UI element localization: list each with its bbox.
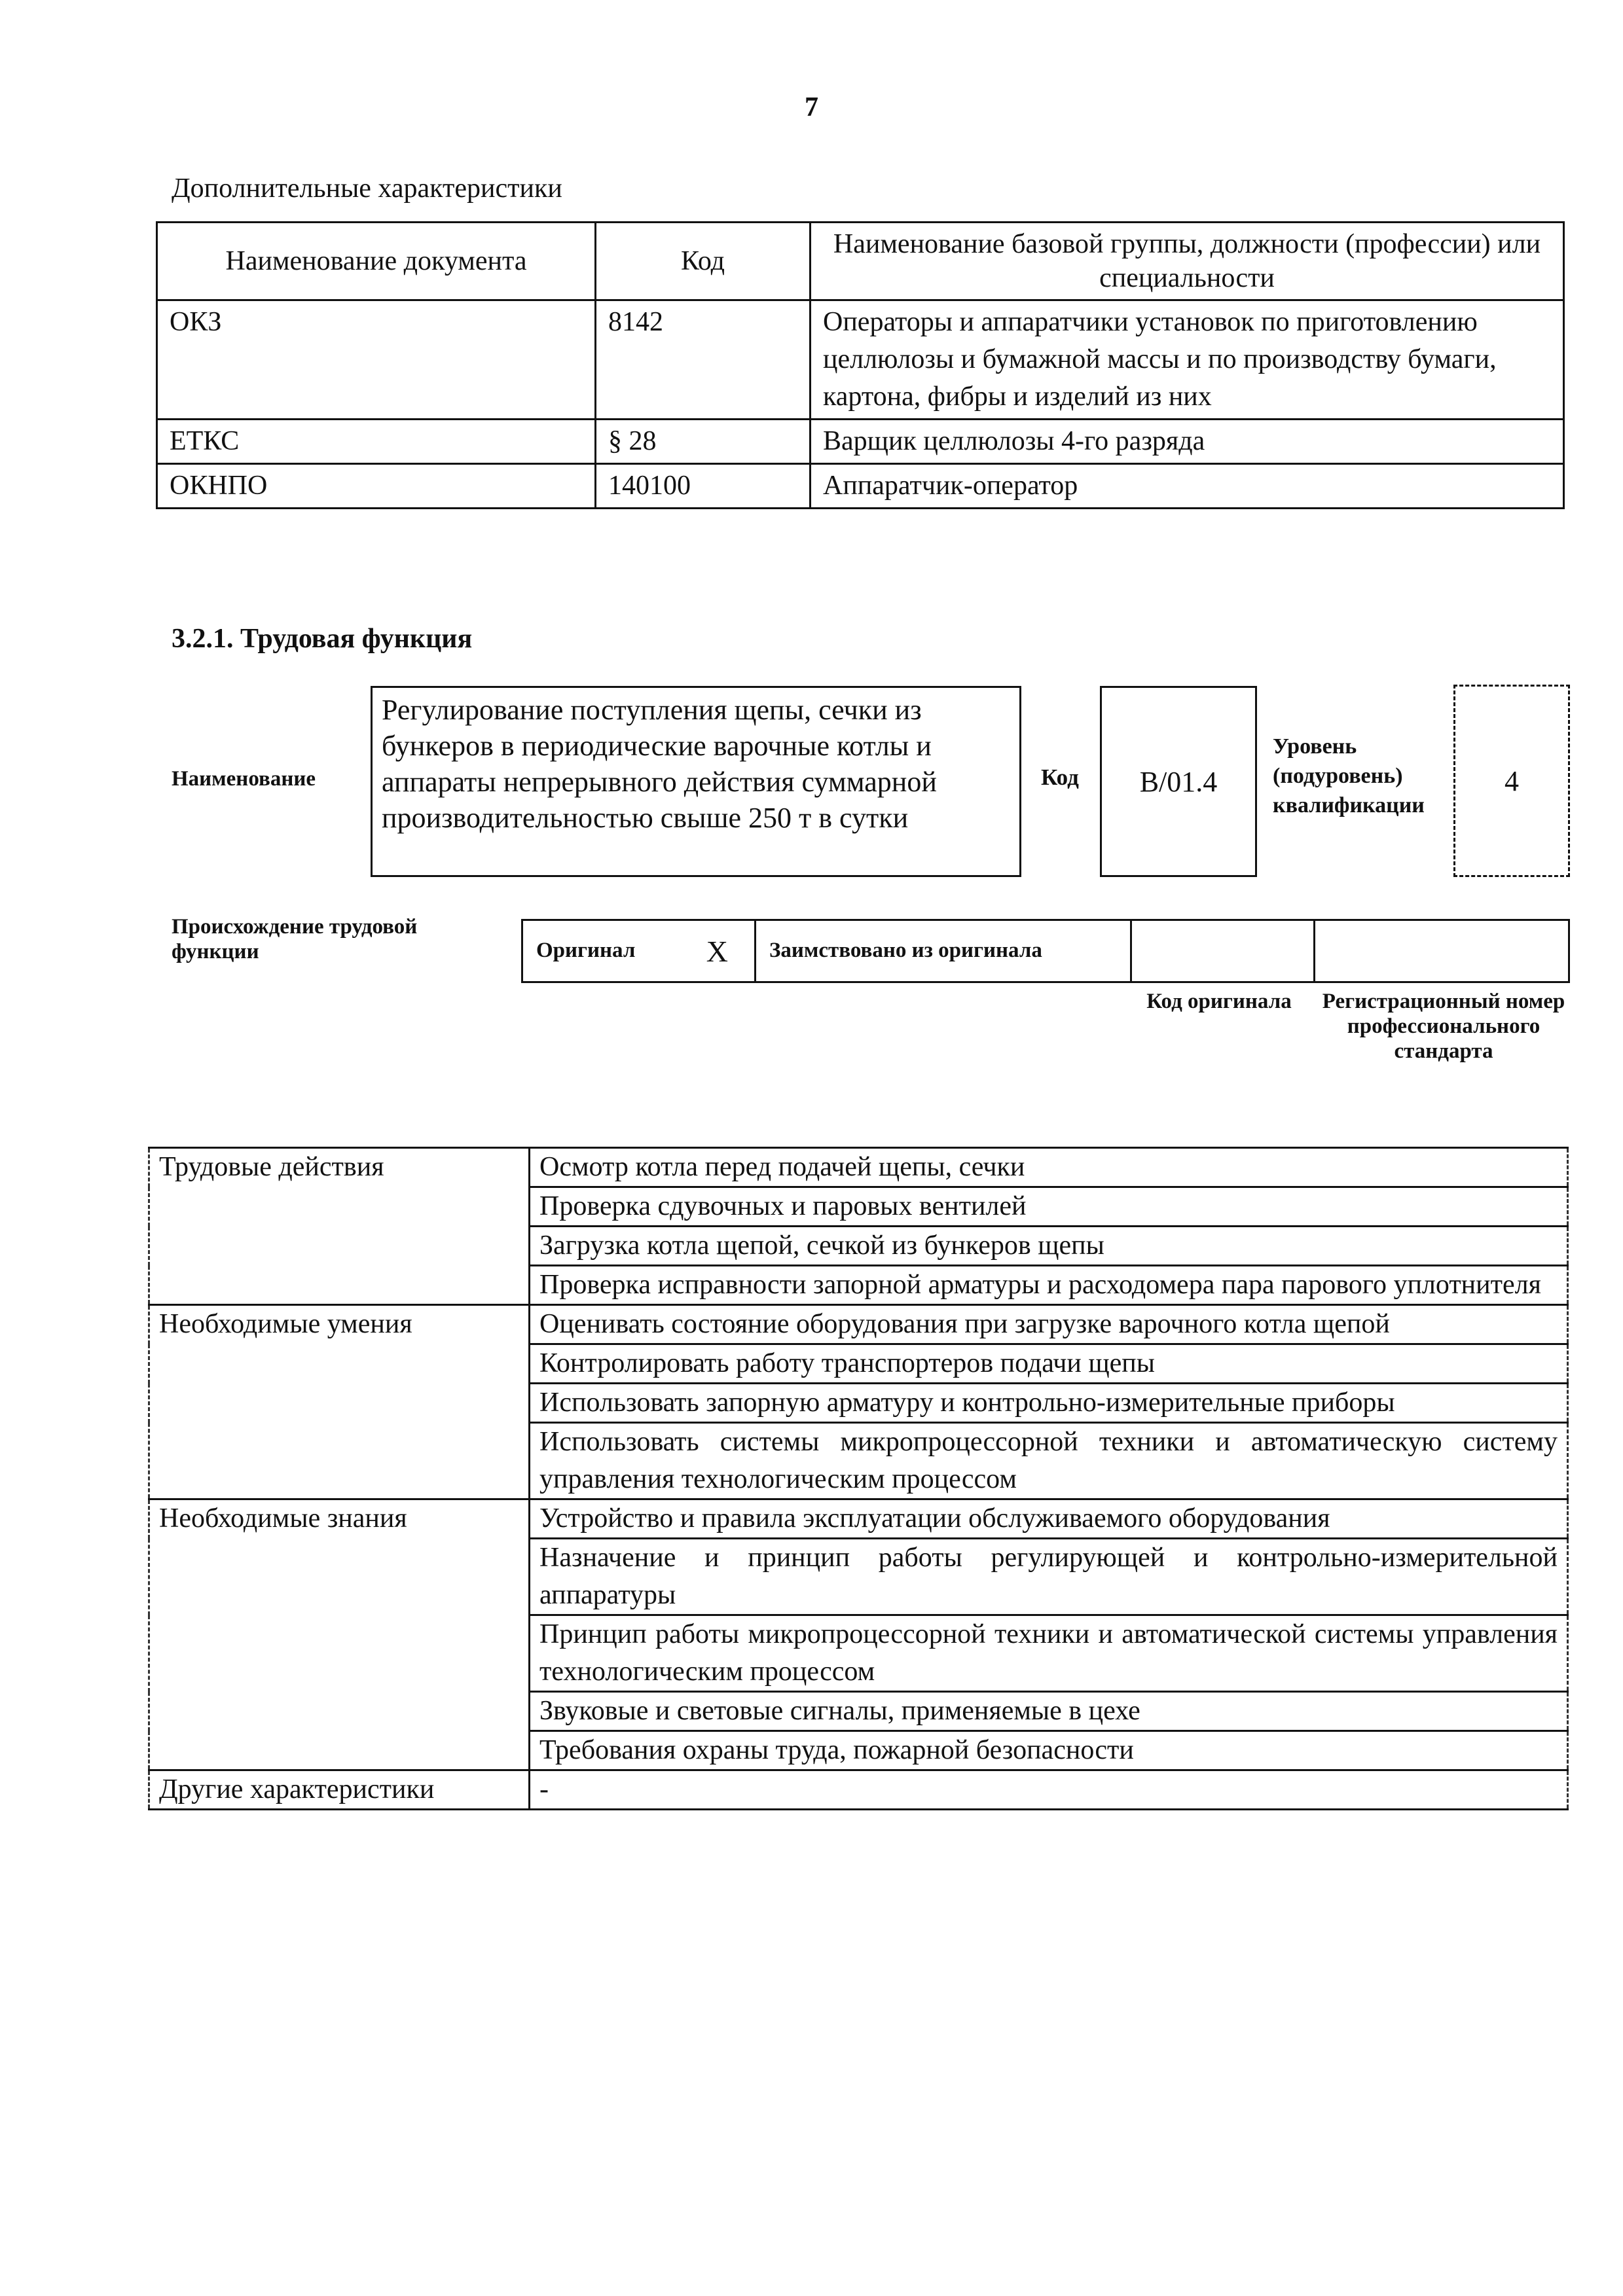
category-knowledge: Необходимые знания [149,1499,530,1770]
code-original-caption: Код оригинала [1146,990,1292,1013]
list-item: Принцип работы микропроцессорной техники и автоматической системы управления технологическим процессом [530,1615,1568,1692]
level-label-line: квалификации [1273,793,1425,817]
original-label: Оригинал [536,939,636,963]
list-item: Использовать системы микропроцессорной техники и автоматическую систему управления технологическим процессом [530,1423,1568,1499]
list-item: Загрузка котла щепой, сечкой из бункеров щепы [530,1227,1568,1266]
table-header-row [157,223,1564,300]
original-mark: X [706,934,728,968]
row-doc: ОКНПО [157,464,596,509]
level-label-line: Уровень [1273,734,1357,759]
row-doc: ОКЗ [157,300,596,420]
category-skills: Необходимые умения [149,1305,530,1499]
level-label [1273,732,1425,820]
table-row [157,420,1564,464]
labor-function-code: B/01.4 [1100,686,1257,877]
origin-label: Происхождение трудовой функции [172,915,418,963]
row-code: 140100 [596,464,811,509]
table-row [149,1148,1568,1187]
category-labor-actions: Трудовые действия [149,1148,530,1305]
additional-characteristics-title: Дополнительные характеристики [172,173,562,204]
list-item: Звуковые и световые сигналы, применяемые в цехе [530,1692,1568,1731]
name-label: Наименование [172,767,316,791]
code-label: Код [1041,764,1079,790]
row-name: Варщик целлюлозы 4-го разряда [811,420,1564,464]
list-item: Использовать запорную арматуру и контрольно-измерительные приборы [530,1384,1568,1423]
origin-reg-cell [1315,921,1568,981]
list-item: Проверка сдувочных и паровых вентилей [530,1187,1568,1227]
header-code: Код [596,223,811,300]
category-other: Другие характеристики [149,1770,530,1810]
table-row [149,1499,1568,1539]
borrowed-label: Заимствовано из оригинала [769,939,1042,963]
row-name: Аппаратчик-оператор [811,464,1564,509]
list-item: Осмотр котла перед подачей щепы, сечки [530,1148,1568,1187]
origin-original-cell [523,921,756,981]
list-item: Требования охраны труда, пожарной безопасности [530,1731,1568,1770]
table-row [149,1770,1568,1810]
labor-function-title: 3.2.1. Трудовая функция [172,624,473,654]
row-name: Операторы и аппаратчики установок по приготовлению целлюлозы и бумажной массы и по производству бумаги, картона, фибры и изделий из них [811,300,1564,420]
list-item: Устройство и правила эксплуатации обслуживаемого оборудования [530,1499,1568,1539]
header-document: Наименование документа [157,223,596,300]
table-row [149,1305,1568,1344]
row-code: § 28 [596,420,811,464]
reg-number-caption: Регистрационный номер профессионального стандарта [1322,990,1565,1063]
list-item: Контролировать работу транспортеров подачи щепы [530,1344,1568,1384]
level-label-line: (подуровень) [1273,764,1403,788]
page-number: 7 [805,92,818,122]
header-base-group: Наименование базовой группы, должности (профессии) или специальности [811,223,1564,300]
table-row [157,300,1564,420]
details-table [148,1147,1569,1810]
list-item: Оценивать состояние оборудования при загрузке варочного котла щепой [530,1305,1568,1344]
table-row [157,464,1564,509]
qualification-level: 4 [1453,685,1570,877]
origin-borrowed-cell [756,921,1132,981]
list-item: Назначение и принцип работы регулирующей и контрольно-измерительной аппаратуры [530,1539,1568,1615]
row-code: 8142 [596,300,811,420]
origin-code-cell [1132,921,1315,981]
origin-box [521,919,1570,983]
list-item: Проверка исправности запорной арматуры и расходомера пара парового уплотнителя [530,1266,1568,1305]
additional-characteristics-table [156,221,1565,509]
row-doc: ЕТКС [157,420,596,464]
labor-function-name: Регулирование поступления щепы, сечки из бункеров в периодические варочные котлы и аппараты непрерывного действия суммарной производительностью свыше 250 т в сутки [371,686,1021,877]
list-item: - [530,1770,1568,1810]
